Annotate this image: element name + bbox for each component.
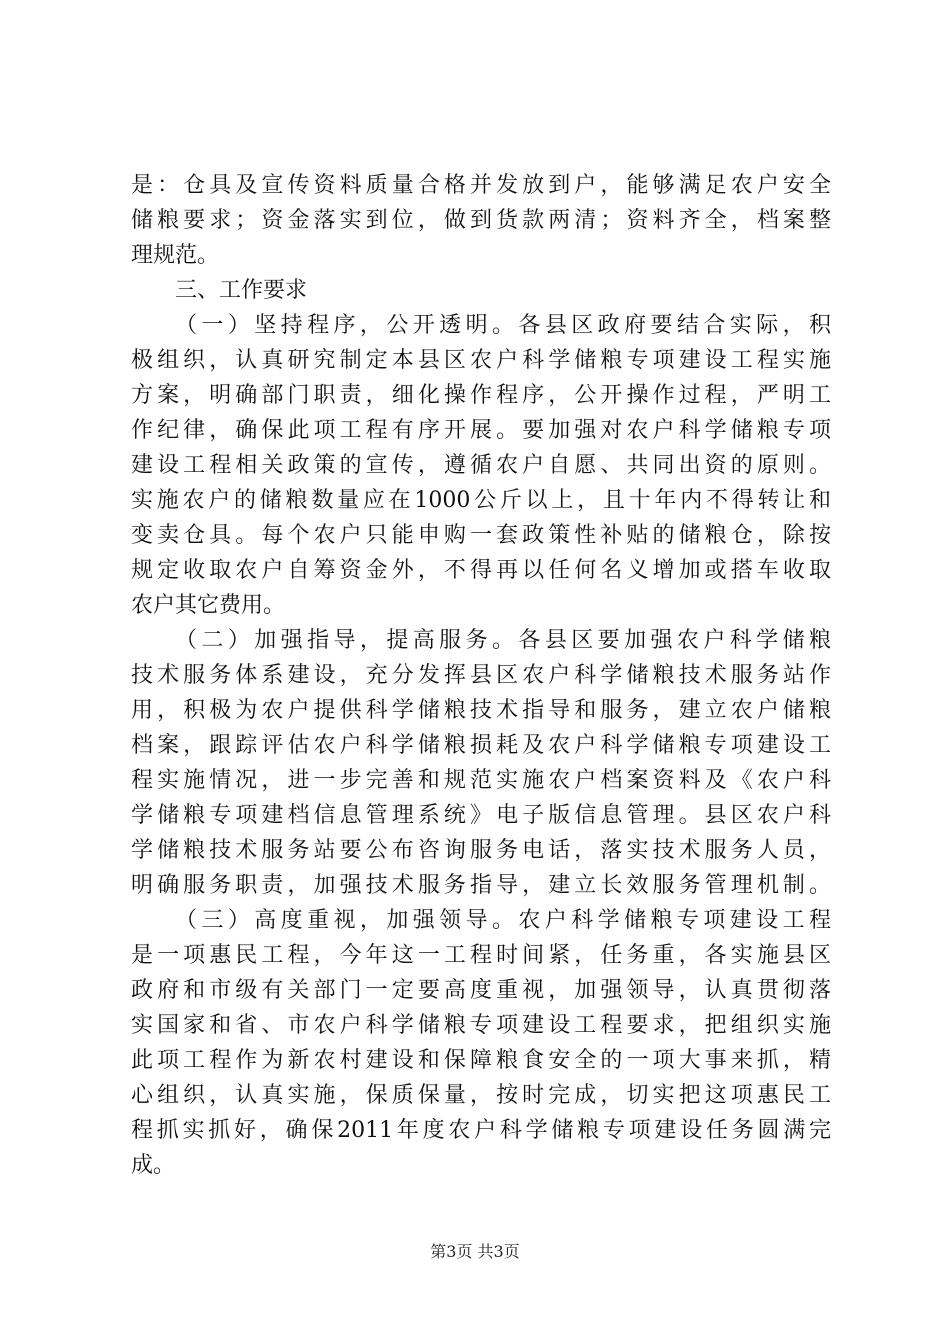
text-line: 此项工程作为新农村建设和保障粮食安全的一项大事来抓，精 bbox=[131, 1048, 831, 1073]
text-line: 学储粮专项建档信息管理系统》电子版信息管理。县区农户科 bbox=[131, 803, 831, 828]
text-line: 规定收取农户自筹资金外，不得再以任何名义增加或搭车收取 bbox=[131, 558, 831, 583]
text-line: 实施农户的储粮数量应在1000公斤以上，且十年内不得转让和 bbox=[131, 488, 831, 513]
text-line: 作纪律，确保此项工程有序开展。要加强对农户科学储粮专项 bbox=[131, 418, 831, 443]
text-line: 三、工作要求 bbox=[175, 278, 308, 303]
text-line: 储粮要求；资金落实到位，做到货款两清；资料齐全，档案整 bbox=[131, 208, 831, 233]
text-line: 建设工程相关政策的宣传，遵循农户自愿、共同出资的原则。 bbox=[131, 453, 831, 478]
text-line: 政府和市级有关部门一定要高度重视，加强领导，认真贯彻落 bbox=[131, 978, 831, 1003]
text-line: 程抓实抓好，确保2011年度农户科学储粮专项建设任务圆满完 bbox=[131, 1118, 831, 1143]
text-line: 明确服务职责，加强技术服务指导，建立长效服务管理机制。 bbox=[131, 873, 831, 898]
text-line: 用，积极为农户提供科学储粮技术指导和服务，建立农户储粮 bbox=[131, 698, 831, 723]
page-footer: 第3页 共3页 bbox=[430, 1242, 520, 1261]
text-line: 档案，跟踪评估农户科学储粮损耗及农户科学储粮专项建设工 bbox=[131, 733, 831, 758]
text-line: （三）高度重视，加强领导。农户科学储粮专项建设工程 bbox=[175, 908, 831, 933]
text-line: （一）坚持程序，公开透明。各县区政府要结合实际，积 bbox=[175, 313, 831, 338]
text-line: 变卖仓具。每个农户只能申购一套政策性补贴的储粮仓，除按 bbox=[131, 523, 831, 548]
text-line: 农户其它费用。 bbox=[131, 593, 286, 618]
text-line: 极组织，认真研究制定本县区农户科学储粮专项建设工程实施 bbox=[131, 348, 831, 373]
text-line: 心组织，认真实施，保质保量，按时完成，切实把这项惠民工 bbox=[131, 1083, 831, 1108]
text-line: 程实施情况，进一步完善和规范实施农户档案资料及《农户科 bbox=[131, 768, 831, 793]
text-line: （二）加强指导，提高服务。各县区要加强农户科学储粮 bbox=[175, 628, 831, 653]
text-line: 理规范。 bbox=[131, 243, 220, 268]
text-line: 成。 bbox=[131, 1153, 176, 1178]
text-line: 是一项惠民工程，今年这一工程时间紧，任务重，各实施县区 bbox=[131, 943, 831, 968]
text-line: 方案，明确部门职责，细化操作程序，公开操作过程，严明工 bbox=[131, 383, 831, 408]
text-line: 技术服务体系建设，充分发挥县区农户科学储粮技术服务站作 bbox=[131, 663, 831, 688]
text-line: 实国家和省、市农户科学储粮专项建设工程要求，把组织实施 bbox=[131, 1013, 831, 1038]
text-line: 学储粮技术服务站要公布咨询服务电话，落实技术服务人员， bbox=[131, 838, 831, 863]
document-body bbox=[131, 168, 831, 1183]
text-line: 是：仓具及宣传资料质量合格并发放到户，能够满足农户安全 bbox=[131, 173, 831, 198]
